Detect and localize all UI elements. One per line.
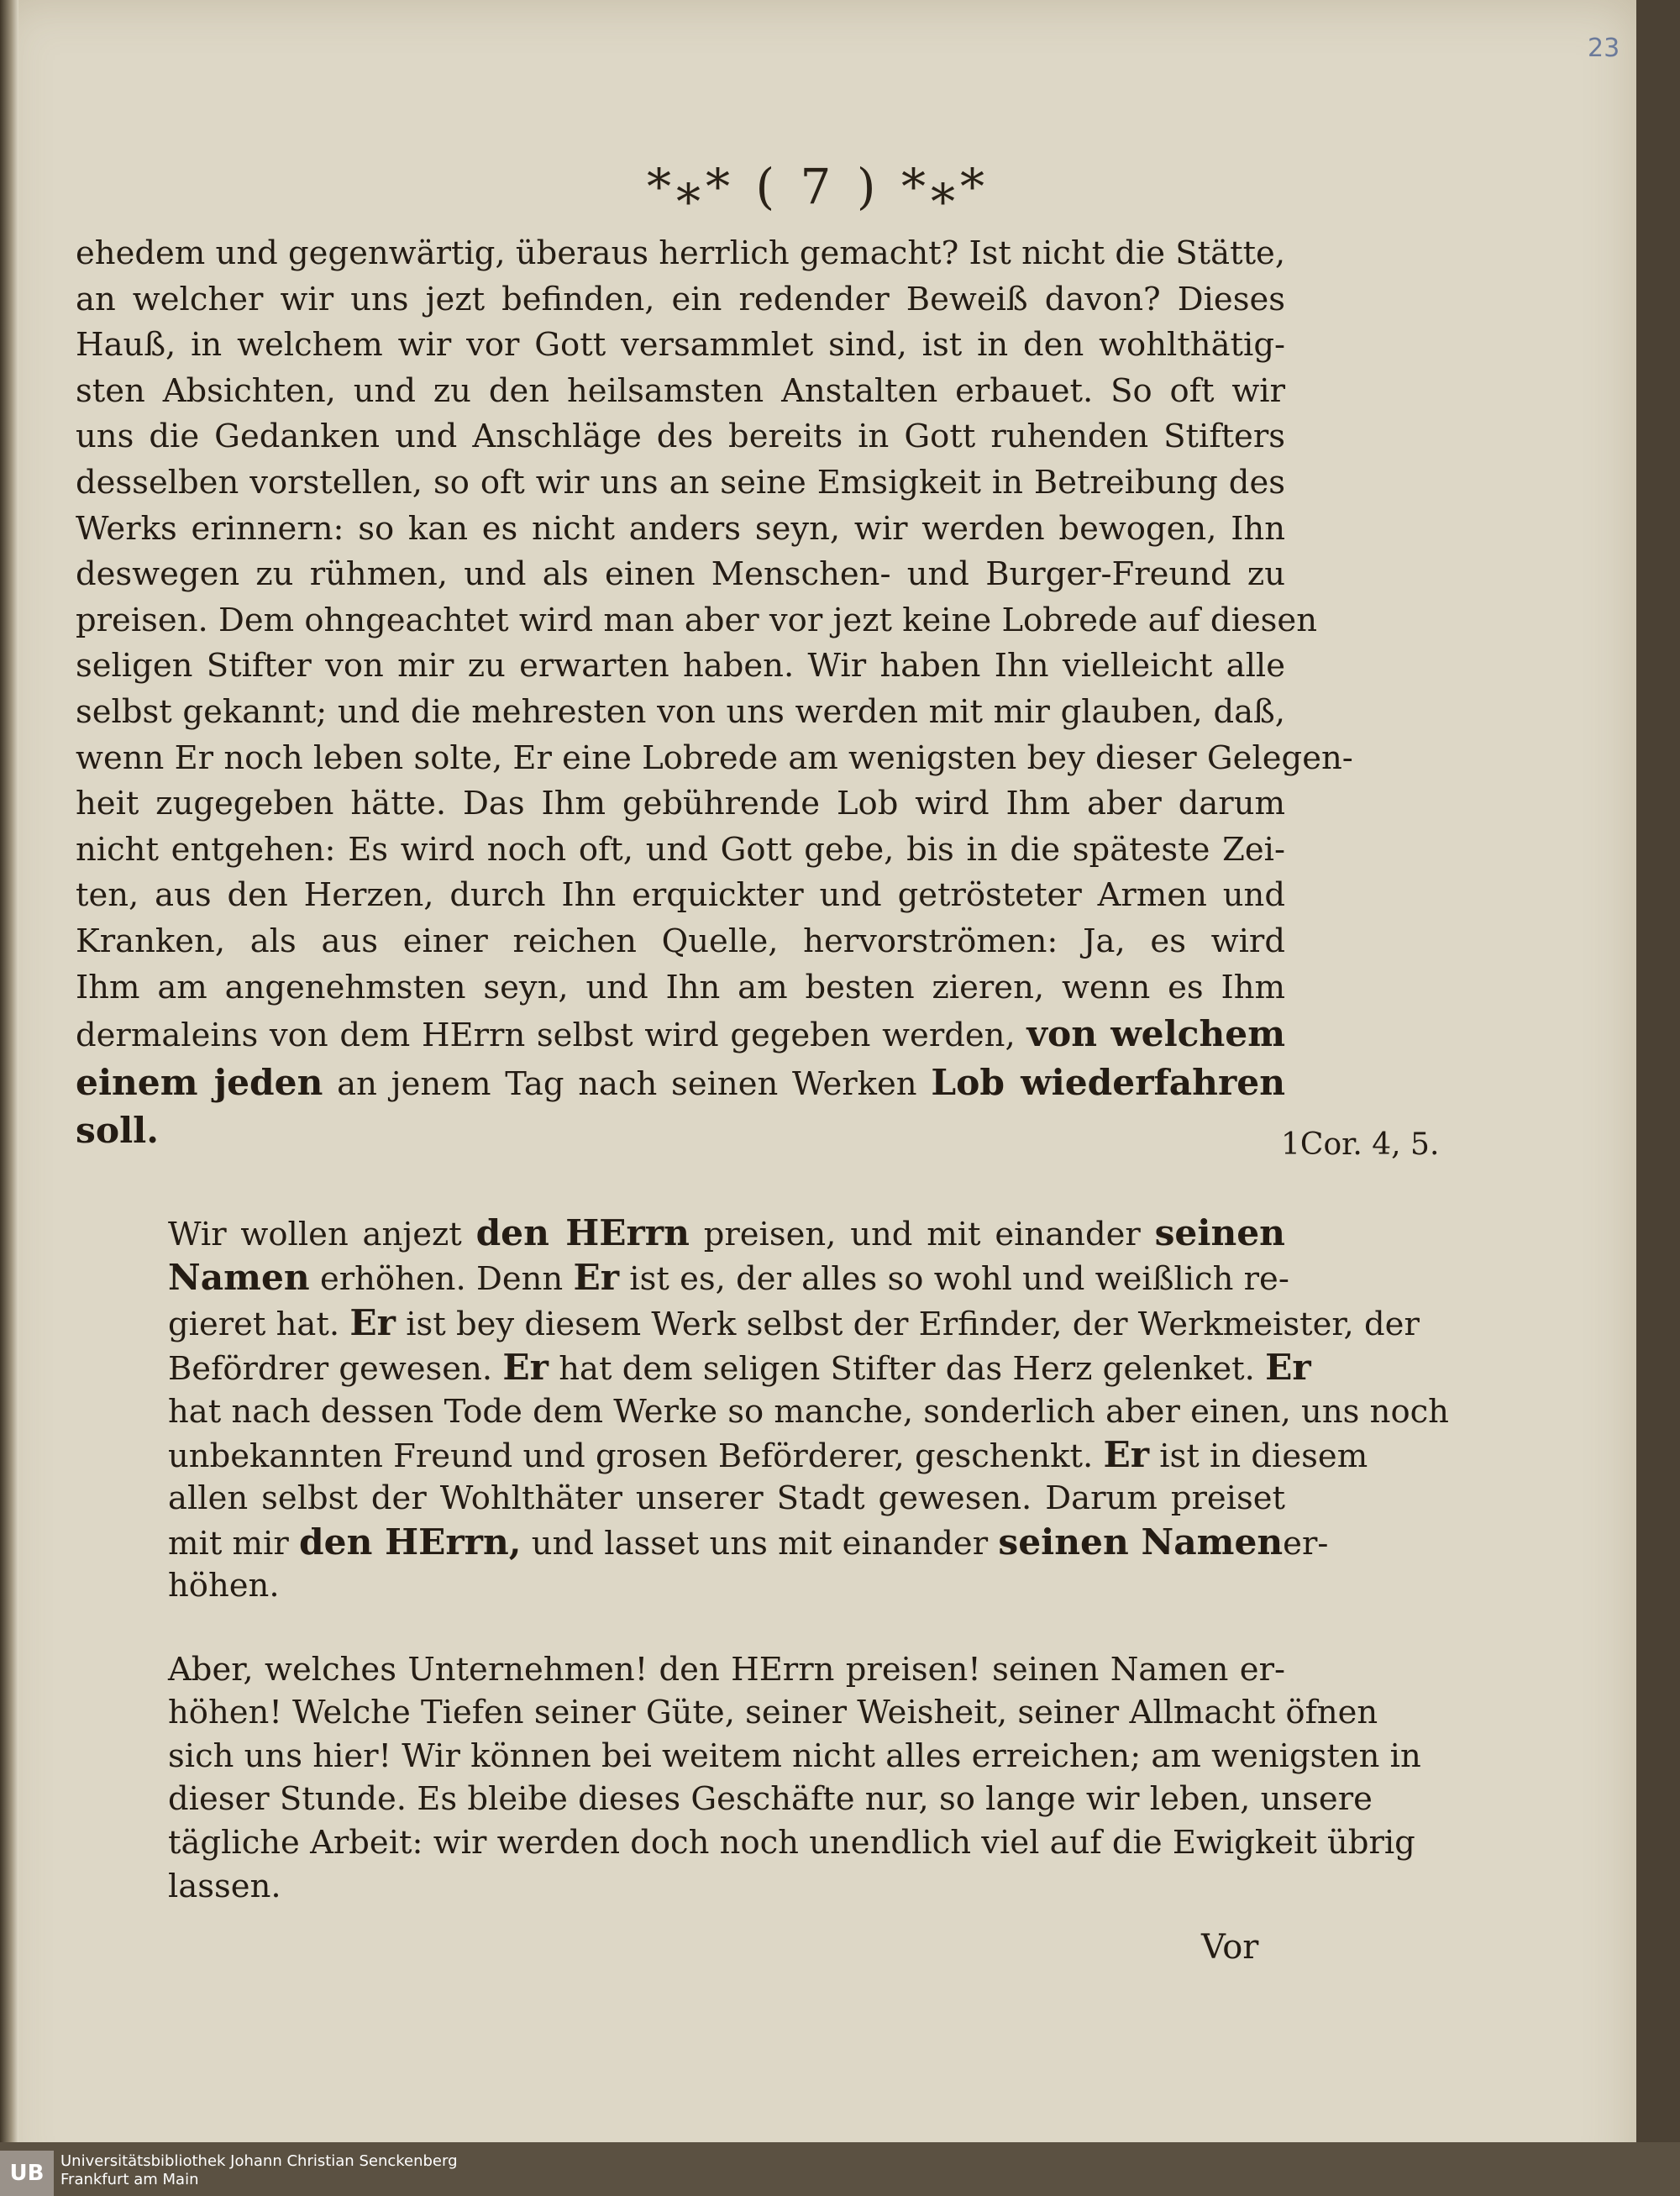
text-line — [76, 1432, 1368, 1478]
library-footer-bar — [0, 2142, 1680, 2196]
emphasized-text: Namen — [168, 1256, 310, 1299]
text-line: an welcher wir uns jezt befinden, ein redender Beweiß davon? Dieses — [76, 280, 1285, 318]
text-line — [76, 1300, 1420, 1346]
margin-citation: 1Cor. 4, 5. — [1281, 1127, 1440, 1162]
text-line: tägliche Arbeit: wir werden doch noch unendlich viel auf die Ewigkeit übrig — [168, 1823, 1415, 1862]
text-line — [76, 1211, 1285, 1256]
text-segment: Befördrer gewesen. — [168, 1350, 493, 1389]
text-line: ten, aus den Herzen, durch Ihn erquickter und getrösteter Armen und — [76, 876, 1285, 915]
emphasized-text: Er — [1103, 1432, 1150, 1475]
library-logo-icon: UB — [0, 2151, 54, 2196]
text-line: ehedem und gegenwärtig, überaus herrlich gemacht? Ist nicht die Stätte, — [76, 234, 1286, 272]
text-line: Werks erinnern: so kan es nicht anders seyn, wir werden bewogen, Ihn — [76, 509, 1285, 548]
text-line: heit zugegeben hätte. Das Ihm gebührende Lob wird Ihm aber darum — [76, 785, 1285, 823]
library-city: Frankfurt am Main — [60, 2171, 199, 2188]
library-name: Universitätsbibliothek Johann Christian Senckenberg — [60, 2152, 458, 2170]
emphasized-text: soll. — [76, 1109, 159, 1152]
text-segment: Wir wollen anjezt — [168, 1215, 462, 1253]
text-line: preisen. Dem ohngeachtet wird man aber vor jezt keine Lobrede auf diesen — [76, 601, 1318, 639]
page-number-header: *⁎* ( 7 ) *⁎* — [647, 158, 990, 215]
catchword: Vor — [1201, 1928, 1259, 1967]
text-segment: an jenem Tag nach seinen Werken — [337, 1064, 917, 1103]
text-segment: und lasset uns mit einander — [531, 1524, 989, 1563]
text-line: desselben vorstellen, so oft wir uns an seine Emsigkeit in Betreibung des — [76, 463, 1285, 502]
text-segment: ist bey diesem Werk selbst der Erfinder, der Werkmeister, der — [406, 1305, 1420, 1343]
emphasized-text: seinen Namen — [998, 1520, 1284, 1563]
text-segment: unbekannten Freund und grosen Beförderer, geschenkt. — [168, 1437, 1094, 1475]
paragraph-1 — [76, 231, 1353, 1156]
text-line: Hauß, in welchem wir vor Gott versammlet sind, ist in den wohlthätig- — [76, 326, 1285, 365]
text-line — [76, 1059, 1285, 1108]
text-segment: gieret hat. — [168, 1305, 340, 1343]
text-line: sich uns hier! Wir können bei weitem nicht alles erreichen; am wenigsten in — [168, 1736, 1421, 1775]
emphasized-text: seinen — [1154, 1211, 1285, 1253]
text-line: höhen! Welche Tiefen seiner Güte, seiner Weisheit, seiner Allmacht öfnen — [168, 1694, 1378, 1732]
text-line — [76, 1520, 1329, 1565]
text-segment: hat dem seligen Stifter das Herz gelenket. — [559, 1350, 1255, 1389]
text-segment: dermaleins von dem HErrn selbst wird gegeben werden, — [76, 1017, 1016, 1055]
text-line: Kranken, als aus einer reichen Quelle, hervorströmen: Ja, es wird — [76, 922, 1285, 960]
emphasized-text: von welchem — [1026, 1012, 1285, 1055]
emphasized-text: Er — [573, 1256, 620, 1299]
text-line: Aber, welches Unternehmen! den HErrn preisen! seinen Namen er- — [168, 1650, 1285, 1689]
text-line: wenn Er noch leben solte, Er eine Lobrede am wenigsten bey dieser Gelegen- — [76, 738, 1353, 777]
emphasized-text: den HErrn, — [299, 1520, 522, 1563]
text-line — [76, 1011, 1285, 1059]
emphasized-text: Lob wiederfahren — [931, 1060, 1285, 1103]
text-line: sten Absichten, und zu den heilsamsten Anstalten erbauet. So oft wir — [76, 371, 1285, 410]
text-line: deswegen zu rühmen, und als einen Menschen- und Burger-Freund zu — [76, 555, 1285, 594]
text-line: uns die Gedanken und Anschläge des bereits in Gott ruhenden Stifters — [76, 418, 1285, 456]
paragraph-3 — [76, 1648, 1421, 1909]
text-line — [76, 1346, 1311, 1390]
text-line: nicht entgehen: Es wird noch oft, und Gott gebe, bis in die späteste Zei- — [76, 830, 1285, 869]
emphasized-text: Er — [1265, 1346, 1311, 1389]
text-line: seligen Stifter von mir zu erwarten haben. Wir haben Ihn vielleicht alle — [76, 647, 1285, 686]
text-line — [76, 1256, 1289, 1300]
text-line: Ihm am angenehmsten seyn, und Ihn am besten zieren, wenn es Ihm — [76, 968, 1285, 1006]
text-segment: erhöhen. Denn — [319, 1260, 564, 1299]
text-segment: ist es, der alles so wohl und weißlich re- — [629, 1260, 1289, 1299]
emphasized-text: einem jeden — [76, 1060, 323, 1103]
paragraph-2 — [76, 1211, 1449, 1608]
text-line: allen selbst der Wohlthäter unserer Stadt gewesen. Darum preiset — [168, 1479, 1285, 1518]
text-line: hat nach dessen Tode dem Werke so manche, sonderlich aber einen, uns noch — [168, 1392, 1449, 1431]
emphasized-text: Er — [502, 1346, 549, 1389]
text-segment: preisen, und mit einander — [703, 1215, 1141, 1253]
text-line: höhen. — [168, 1567, 280, 1605]
text-line: dieser Stunde. Es bleibe dieses Geschäfte nur, so lange wir leben, unsere — [168, 1780, 1373, 1819]
text-segment: ist in diesem — [1159, 1437, 1368, 1475]
text-line — [76, 1107, 1285, 1156]
page-binding-edge — [0, 0, 18, 2196]
text-segment: er- — [1283, 1524, 1329, 1563]
library-credit — [60, 2152, 458, 2189]
emphasized-text: den HErrn — [475, 1211, 690, 1253]
text-line: selbst gekannt; und die mehresten von uns werden mit mir glauben, daß, — [76, 692, 1285, 731]
pencil-folio-number: 23 — [1588, 34, 1620, 63]
text-segment: mit mir — [168, 1524, 289, 1563]
text-line: lassen. — [168, 1867, 281, 1905]
emphasized-text: Er — [349, 1300, 396, 1343]
